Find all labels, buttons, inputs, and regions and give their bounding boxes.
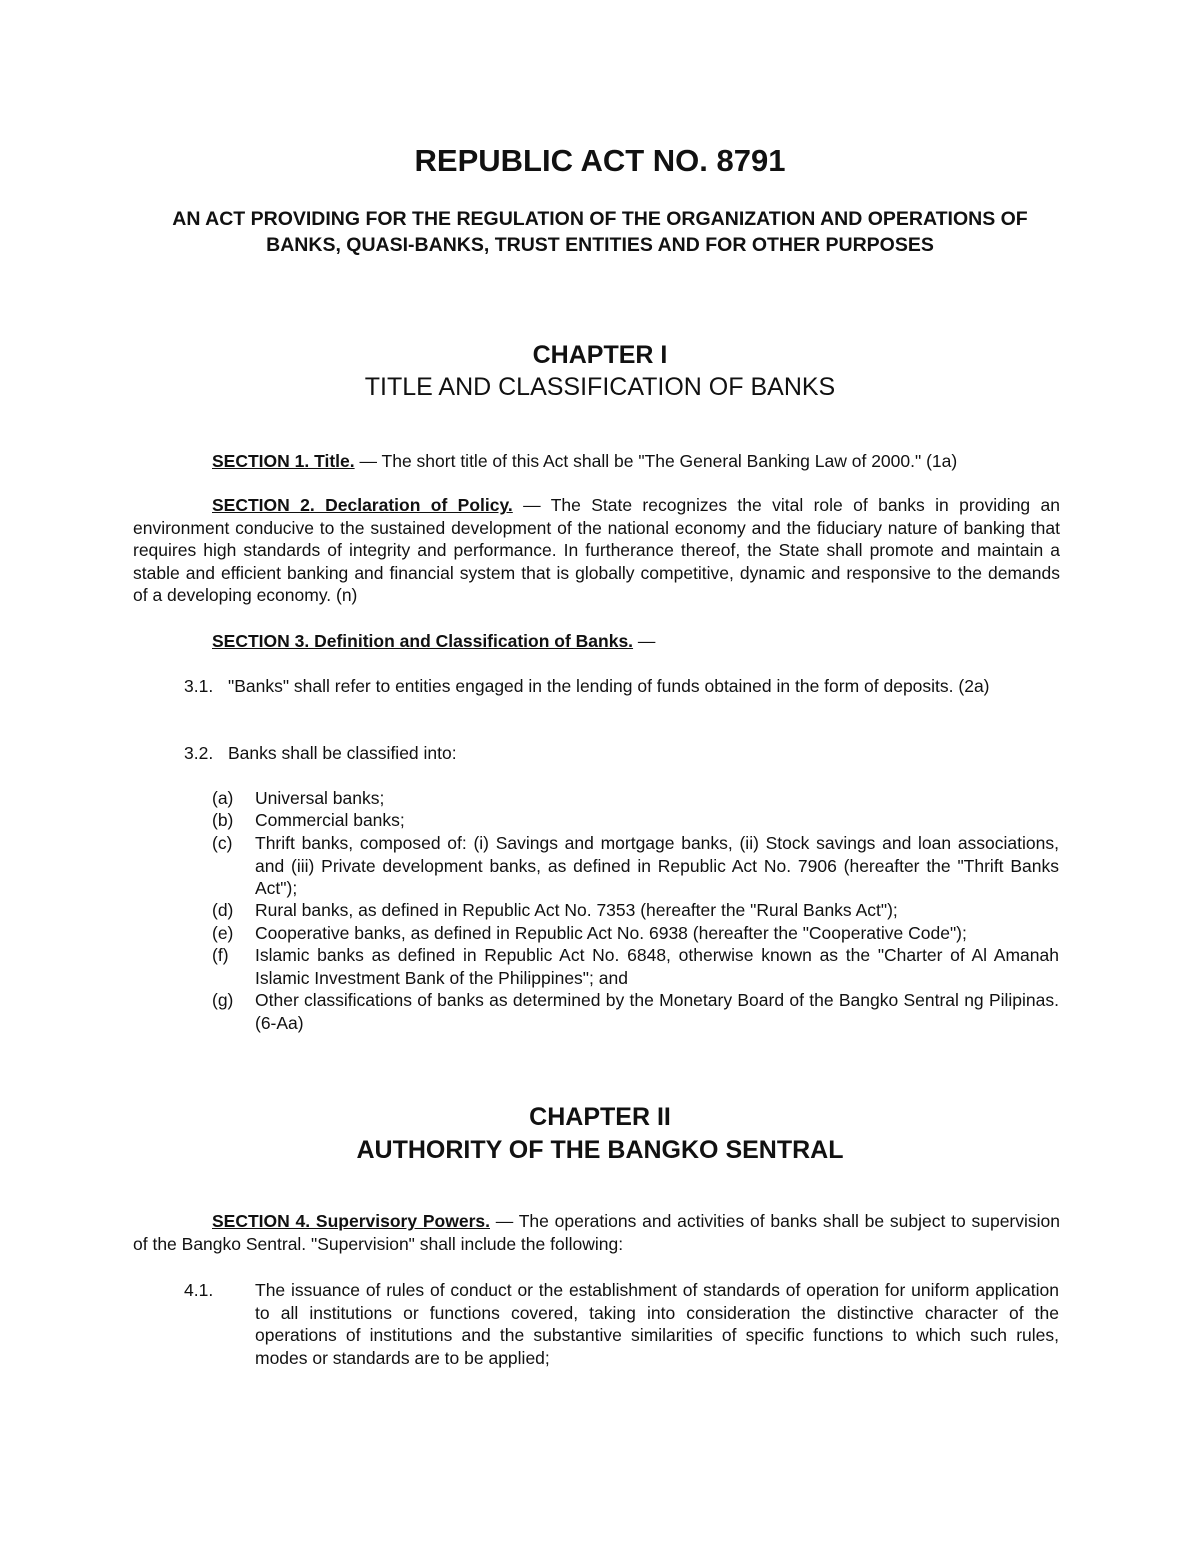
chapter-1-number: CHAPTER I	[532, 341, 668, 369]
section-2-heading: SECTION 2. Declaration of Policy.	[212, 495, 513, 515]
section-2	[133, 494, 1060, 607]
bank-class-marker: (f)	[212, 945, 229, 965]
section-4-item-number: 4.1.	[184, 1280, 214, 1300]
section-4-item-text: The issuance of rules of conduct or the establishment of standards of operation for uniform application to all institutions or functions covered, taking into consideration the distinctive character of the operations of institutions and the substantive similarities of specific functions to which such rules, modes or standards are to be applied;	[255, 1280, 1059, 1368]
bank-class-text: Rural banks, as defined in Republic Act No. 7353 (hereafter the "Rural Banks Act");	[255, 900, 898, 920]
section-3-item-number: 3.2.	[184, 743, 214, 763]
bank-class-text: Commercial banks;	[255, 810, 405, 830]
section-3	[212, 630, 1062, 653]
document-title: REPUBLIC ACT NO. 8791	[414, 143, 786, 178]
chapter-2-title: AUTHORITY OF THE BANGKO SENTRAL	[356, 1136, 844, 1164]
section-3-heading: SECTION 3. Definition and Classification of Banks.	[212, 631, 634, 651]
bank-class-marker: (g)	[212, 990, 234, 1010]
bank-class-text: Other classifications of banks as determined by the Monetary Board of the Bangko Sentral ng Pilipinas. (6-Aa)	[255, 990, 1059, 1033]
bank-class-marker: (a)	[212, 788, 234, 808]
section-3-item-text: Banks shall be classified into:	[228, 743, 457, 763]
bank-class-text: Thrift banks, composed of: (i) Savings and mortgage banks, (ii) Stock savings and loan associations, and (iii) Private development banks, as defined in Republic Act No. 7906 (hereafter the "Thrift Banks Act");	[255, 833, 1059, 898]
section-3-dash: —	[633, 631, 656, 651]
bank-class-text: Islamic banks as defined in Republic Act No. 6848, otherwise known as the "Charter of Al Amanah Islamic Investment Bank of the Philippines"; and	[255, 945, 1059, 988]
act-description: AN ACT PROVIDING FOR THE REGULATION OF THE ORGANIZATION AND OPERATIONS OF BANKS, QUASI-BANKS, TRUST ENTITIES AND FOR OTHER PURPOSES	[172, 208, 1028, 256]
chapter-2-number: CHAPTER II	[529, 1103, 671, 1131]
chapter-1-title: TITLE AND CLASSIFICATION OF BANKS	[364, 373, 836, 401]
bank-class-text: Universal banks;	[255, 788, 385, 808]
section-3-item-number: 3.1.	[184, 676, 214, 696]
section-4-text: — The operations and activities of banks shall be subject to supervision of the Bangko Sentral. "Supervision" shall include the following:	[133, 1211, 1060, 1254]
section-1	[133, 450, 1067, 473]
section-1-heading: SECTION 1. Title.	[212, 451, 355, 471]
bank-class-text: Cooperative banks, as defined in Republic Act No. 6938 (hereafter the "Cooperative Code");	[255, 923, 967, 943]
bank-class-marker: (e)	[212, 923, 234, 943]
section-1-text: — The short title of this Act shall be "The General Banking Law of 2000." (1a)	[354, 451, 958, 471]
bank-class-marker: (b)	[212, 810, 234, 830]
section-4	[133, 1210, 1060, 1255]
bank-class-marker: (c)	[212, 833, 233, 853]
section-4-heading: SECTION 4. Supervisory Powers.	[212, 1211, 490, 1231]
bank-class-marker: (d)	[212, 900, 234, 920]
section-3-item-text: "Banks" shall refer to entities engaged in the lending of funds obtained in the form of deposits. (2a)	[228, 676, 990, 696]
section-2-text: — The State recognizes the vital role of banks in providing an environment conducive to the sustained development of the national economy and the fiduciary nature of banking that requires high standards of integrity and performance. In furtherance thereof, the State shall promote and maintain a stable and efficient banking and financial system that is globally competitive, dynamic and responsive to the demands of a developing economy. (n)	[133, 495, 1060, 605]
